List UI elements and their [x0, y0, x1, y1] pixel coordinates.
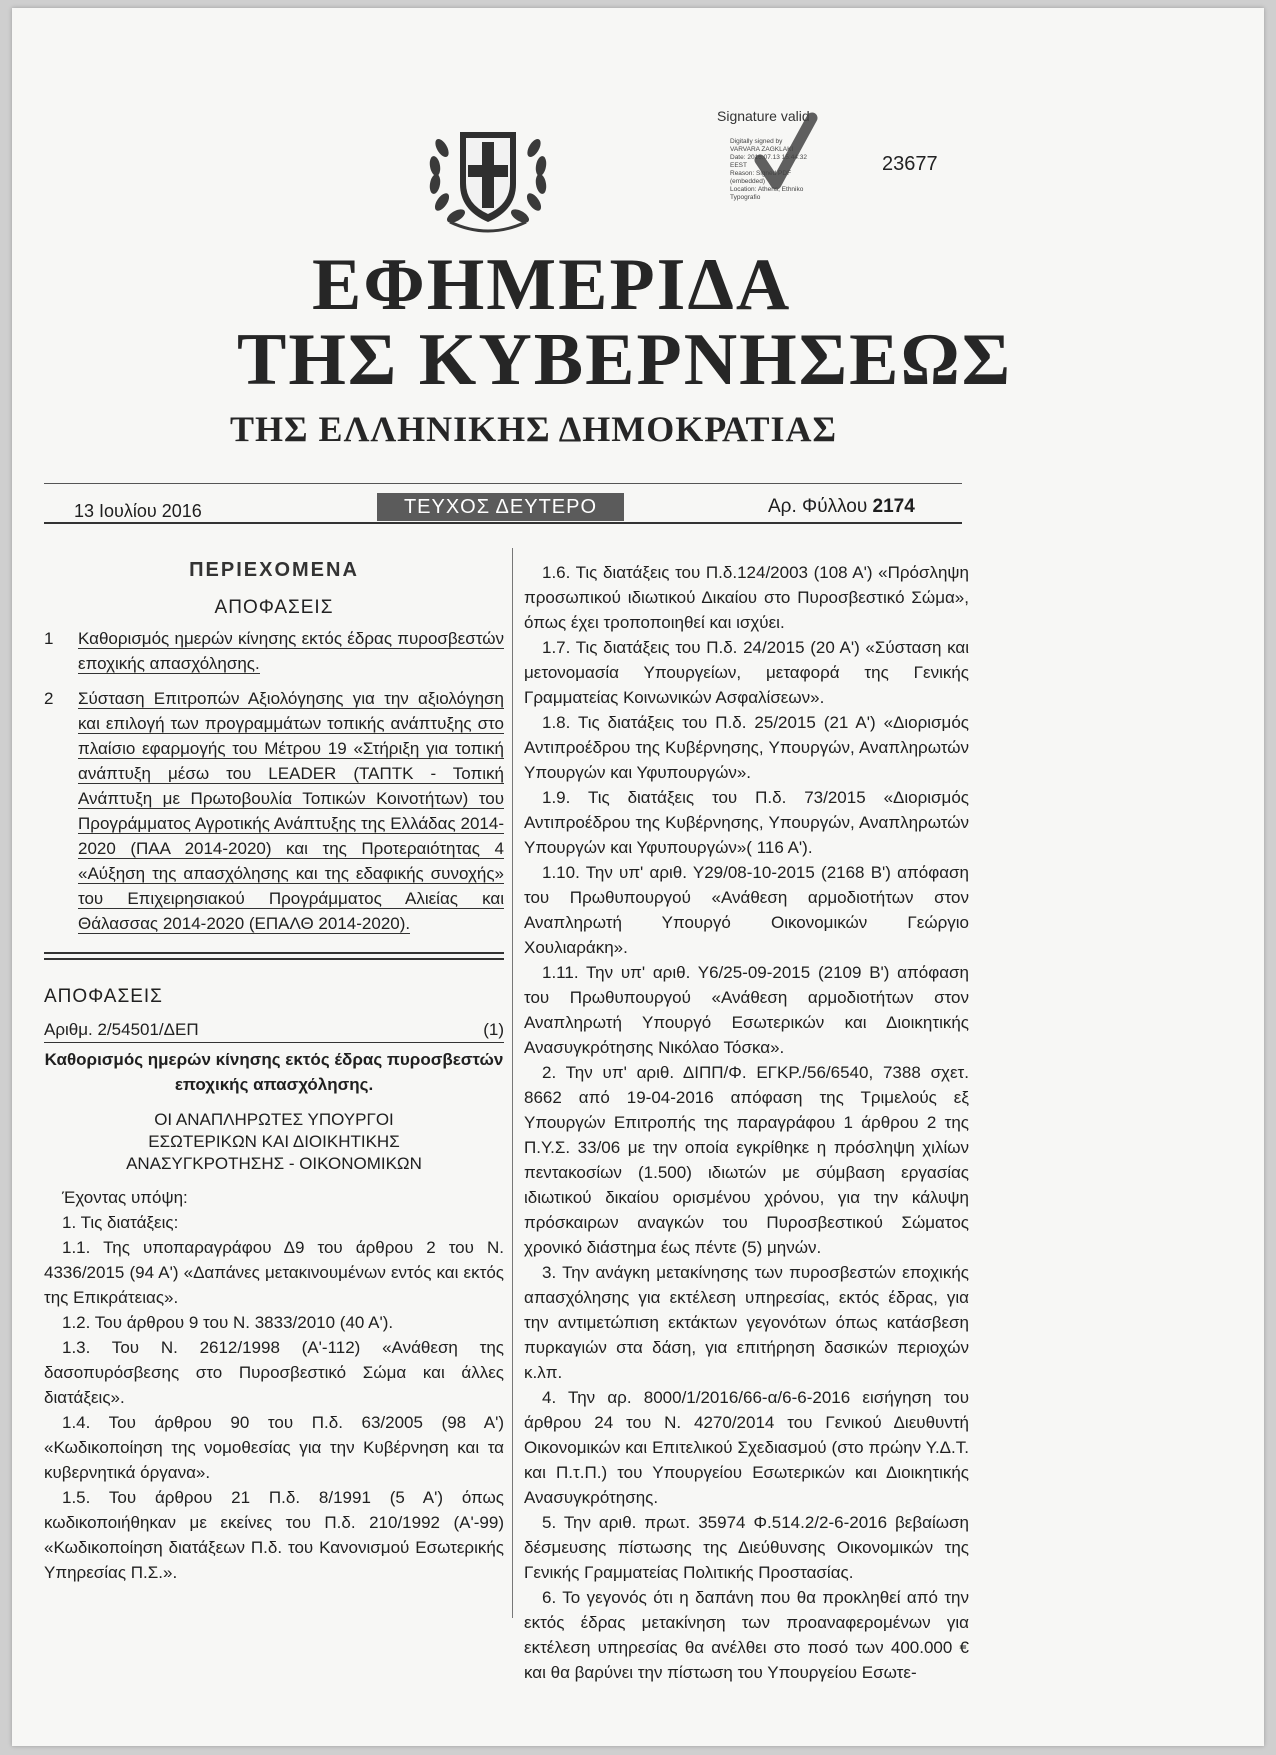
contents-subheading: ΑΠΟΦΑΣΕΙΣ — [214, 597, 334, 618]
decisions-heading: ΑΠΟΦΑΣΕΙΣ — [44, 986, 163, 1007]
decision-paragraph: 1.5. Του άρθρου 21 Π.δ. 8/1991 (5 Α') όπως κωδικοποιήθηκαν με εκείνες του Π.δ. 210/1992 (Α'-99) «Κωδικοποίηση διατάξεων Π.δ. του Κανονισμού Εσωτερικής Υπηρεσίας Π.Σ.». — [44, 1488, 504, 1582]
signature-line: Date: 2016.07.13 15:44:32 — [730, 154, 807, 161]
header-rule — [44, 483, 962, 484]
signature-line: Reason: Signed PDF — [730, 170, 792, 177]
sheet-number — [768, 496, 915, 518]
decision-paragraph: 1.6. Τις διατάξεις του Π.δ.124/2003 (108 Α') «Πρόσληψη προσωπικού ιδιωτικού Δικαίου στο Πυροσβεστικό Σώμα», όπως έχει τροποποιηθεί και ισχύει. — [524, 563, 969, 632]
decision-paragraph: 1.9. Τις διατάξεις του Π.δ. 73/2015 «Διορισμός Αντιπροέδρου της Κυβέρνησης, Υπουργών, Αναπληρωτών Υπουργών και Υφυπουργών»( 116 Α'). — [524, 788, 969, 857]
decision-paragraph: 1. Τις διατάξεις: — [62, 1213, 179, 1232]
decision-title: Καθορισμός ημερών κίνησης εκτός έδρας πυροσβεστών εποχικής απασχόλησης. — [44, 1050, 504, 1094]
signature-line: Digitally signed by — [730, 138, 783, 145]
decision-paragraph: 1.11. Την υπ' αριθ. Υ6/25-09-2015 (2109 Β') απόφαση του Πρωθυπουργού «Ανάθεση αρμοδιοτήτων στον Αναπληρωτή Υπουργό Εσωτερικών και Διοικητικής Ανασυγκρότησης Νικόλαο Τόσκα». — [524, 963, 969, 1057]
left-column — [44, 558, 504, 1585]
decision-paragraph: 3. Την ανάγκη μετακίνησης των πυροσβεστών εποχικής απασχόλησης για εκτέλεση υπηρεσίας, εκτός έδρας, για την αντιμετώπιση εκτάκτων γεγονότων όπως κατάσβεση πυρκαγιών στα δάση, για επιτήρηση δασικών περιοχών κ.λπ. — [524, 1263, 969, 1382]
right-column — [524, 560, 969, 1685]
decision-index: (1) — [483, 1020, 504, 1039]
considering-line: Έχοντας υπόψη: — [62, 1188, 188, 1207]
masthead-title-line1: ΕΦΗΜΕΡΙΔΑ — [312, 244, 792, 326]
issue-date: 13 Ιουλίου 2016 — [74, 501, 202, 521]
signature-line: Typografio — [730, 194, 761, 201]
contents-item[interactable] — [44, 686, 504, 936]
decision-paragraph: 6. Το γεγονός ότι η δαπάνη που θα προκληθεί από την εκτός έδρας μετακίνηση των προαναφερομένων για εκτέλεση υπηρεσίας θα ανέλθει στο ποσό των 400.000 € και θα βαρύνει την πίστωση του Υπουργείου Εσωτε- — [524, 1588, 969, 1682]
decision-paragraph: 1.3. Του Ν. 2612/1998 (Α'-112) «Ανάθεση της δασοπυρόσβεσης στο Πυροσβεστικό Σώμα και άλλες διατάξεις». — [44, 1338, 504, 1407]
decision-paragraph: 1.10. Την υπ' αριθ. Υ29/08-10-2015 (2168 Β') απόφαση του Πρωθυπουργού «Ανάθεση αρμοδιοτήτων στον Αναπληρωτή Υπουργό Οικονομικών Γεώργιο Χουλιαράκη». — [524, 863, 969, 957]
gazette-page — [12, 8, 1264, 1746]
sheet-label: Αρ. Φύλλου — [768, 496, 873, 517]
header-rule-bottom — [44, 522, 962, 524]
decision-paragraph: 1.7. Τις διατάξεις του Π.δ. 24/2015 (20 Α') «Σύσταση και μετονομασία Υπουργείων, μεταφορά της Γενικής Γραμματείας Κοινωνικών Ασφαλίσεων». — [524, 638, 969, 707]
contents-item-text: Καθορισμός ημερών κίνησης εκτός έδρας πυροσβεστών εποχικής απασχόλησης. — [78, 629, 504, 673]
decision-paragraph: 1.1. Της υποπαραγράφου Δ9 του άρθρου 2 του Ν. 4336/2015 (94 Α') «Δαπάνες μετακινουμένων εντός και εκτός της Επικράτειας». — [44, 1238, 504, 1307]
decision-paragraph: 1.8. Τις διατάξεις του Π.δ. 25/2015 (21 Α') «Διορισμός Αντιπροέδρου της Κυβέρνησης, Υπουργών, Αναπληρωτών Υπουργών και Υφυπουργών». — [524, 713, 969, 782]
contents-item-number: 1 — [44, 629, 54, 648]
contents-item-number: 2 — [44, 689, 54, 708]
decision-paragraph: 5. Την αριθ. πρωτ. 35974 Φ.514.2/2-6-2016 βεβαίωση δέσμευσης πίστωσης της Διεύθυνσης Οικονομικών της Γενικής Γραμματείας Πολιτικής Προστασίας. — [524, 1513, 969, 1582]
issuer-line: ΕΣΩΤΕΡΙΚΩΝ ΚΑΙ ΔΙΟΙΚΗΤΙΚΗΣ — [148, 1132, 400, 1151]
contents-heading: ΠΕΡΙΕΧΟΜΕΝΑ — [189, 559, 359, 581]
issuer-line: ΟΙ ΑΝΑΠΛΗΡΩΤΕΣ ΥΠΟΥΡΓΟΙ — [154, 1110, 394, 1129]
section-separator — [44, 952, 504, 960]
page-number: 23677 — [882, 153, 938, 175]
signature-line: (embedded) — [730, 178, 766, 185]
digital-signature-stamp — [712, 108, 842, 213]
contents-item-text: Σύσταση Επιτροπών Αξιολόγησης για την αξιολόγηση και επιλογή των προγραμμάτων τοπικής ανάπτυξης στο πλαίσιο εφαρμογής του Μέτρου 19 «Στήριξη για τοπική ανάπτυξη μέσω του LEADER (ΤΑΠΤΚ - Τοπική Ανάπτυξη με Πρωτοβουλία Τοπικών Κοινοτήτων) του Προγράμματος Αγροτικής Ανάπτυξης της Ελλάδας 2014-2020 (ΠΑΑ 2014-2020) και της Προτεραιότητας 4 «Αύξηση της απασχόλησης και της εδαφικής συνοχής» του Επιχειρησιακού Προγράμματος Αλιείας και Θάλασσας 2014-2020 (ΕΠΑΛΘ 2014-2020). — [78, 689, 504, 933]
checkmark-icon — [712, 108, 842, 213]
signature-line: EEST — [730, 162, 747, 169]
decision-paragraph: 2. Την υπ' αριθ. ΔΙΠΠ/Φ. ΕΓΚΡ./56/6540, 7388 σχετ. 8662 από 19-04-2016 απόφαση της Τριμελούς εξ Υπουργών Επιτροπής της παραγράφου 1 άρθρου 2 της Π.Υ.Σ. 33/06 με την οποία εγκρίθηκε η πρόσληψη χιλίων πεντακοσίων (1.500) ιδιωτών με σύμβαση εργασίας ιδιωτικού δικαίου ορισμένου χρόνου, για την κάλυψη πρόσκαιρων αναγκών του Πυροσβεστικού Σώματος χρονικό διάστημα έως πέντε (5) μηνών. — [524, 1063, 969, 1257]
masthead-title-line2: ΤΗΣ ΚΥΒΕΡΝΗΣΕΩΣ — [237, 319, 1013, 401]
coat-of-arms-emblem — [420, 118, 556, 236]
issuing-ministers — [44, 1109, 504, 1175]
sheet-value: 2174 — [872, 496, 915, 517]
column-divider — [512, 548, 513, 1618]
issuer-line: ΑΝΑΣΥΓΚΡΟΤΗΣΗΣ - ΟΙΚΟΝΟΜΙΚΩΝ — [126, 1154, 422, 1173]
decision-number-row — [44, 1017, 504, 1043]
decision-paragraph: 1.2. Του άρθρου 9 του Ν. 3833/2010 (40 Α'). — [62, 1313, 394, 1332]
signature-title: Signature valid — [717, 108, 810, 124]
decision-paragraph: 4. Την αρ. 8000/1/2016/66-α/6-6-2016 εισήγηση του άρθρου 24 του Ν. 4270/2014 του Γενικού Διευθυντή Οικονομικών και Επιτελικού Σχεδιασμού (στο πρώην Υ.Δ.Τ. και Π.τ.Π.) του Υπουργείου Εσωτερικών και Διοικητικής Ανασυγκρότησης. — [524, 1388, 969, 1507]
decision-number: Αριθμ. 2/54501/ΔΕΠ — [44, 1020, 199, 1039]
contents-item[interactable] — [44, 626, 504, 676]
masthead-subtitle: ΤΗΣ ΕΛΛΗΝΙΚΗΣ ΔΗΜΟΚΡΑΤΙΑΣ — [230, 409, 838, 449]
issue-series-band: ΤΕΥΧΟΣ ΔΕΥΤΕΡΟ — [377, 493, 624, 521]
signature-line: VARVARA ZAGKLAKI — [730, 146, 794, 153]
signature-line: Location: Athens, Ethniko — [730, 186, 804, 193]
decision-paragraph: 1.4. Του άρθρου 90 του Π.δ. 63/2005 (98 Α') «Κωδικοποίηση της νομοθεσίας για την Κυβέρνηση και τα κυβερνητικά όργανα». — [44, 1413, 504, 1482]
